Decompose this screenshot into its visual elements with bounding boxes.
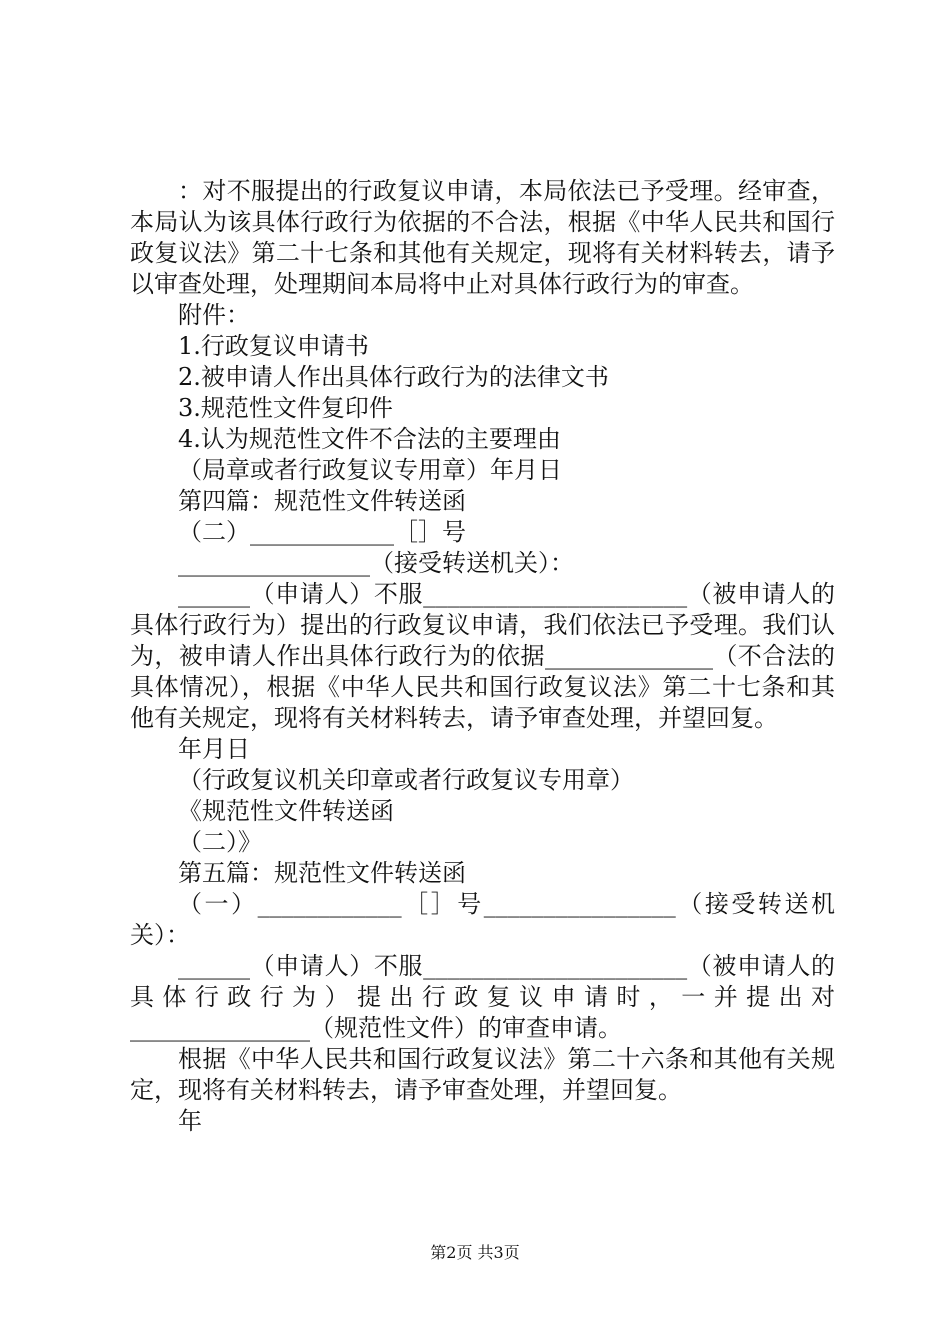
seal-and-date-line: （局章或者行政复议专用章）年月日 (178, 456, 562, 484)
paragraph-request-body: ______（申请人）不服______________________（被申请人的具体行政行为）提出行政复议申请时，一并提出对_______________（规范性文件）的审查申请。 (130, 952, 835, 1042)
number-and-recipient-line: （一）____________［］号________________（接受转送机关）： (130, 890, 835, 949)
attachment-item-3: 3.规范性文件复印件 (178, 394, 393, 422)
seal-line: （行政复议机关印章或者行政复议专用章） (178, 766, 634, 794)
paragraph-legal-basis: 根据《中华人民共和国行政复议法》第二十六条和其他有关规定，现将有关材料转去，请予审查处理，并望回复。 (130, 1045, 835, 1104)
section-heading-five: 第五篇：规范性文件转送函 (178, 859, 466, 887)
section-heading-four: 第四篇：规范性文件转送函 (178, 487, 466, 515)
date-line: 年月日 (178, 735, 250, 763)
attachments-heading: 附件： (178, 301, 250, 329)
title-quote-line: 《规范性文件转送函 (178, 797, 394, 825)
document-number-line: （二）____________［］号 (178, 518, 466, 546)
paragraph-referral-body: ______（申请人）不服______________________（被申请人的具体行政行为）提出的行政复议申请，我们依法已予受理。我们认为，被申请人作出具体行政行为的依据______________（不合法的具体情况），根据《中华人民共和国行政复议法》第二十七条和其他有关规定，现将有关材料转去，请予审查处理，并望回复。 (130, 580, 835, 732)
paragraph-notice-body: ：对不服提出的行政复议申请，本局依法已予受理。经审查，本局认为该具体行政行为依据的不合法，根据《中华人民共和国行政复议法》第二十七条和其他有关规定，现将有关材料转去，请予以审查处理，处理期间本局将中止对具体行政行为的审查。 (130, 177, 835, 298)
page-footer (0, 1243, 950, 1263)
title-quote-line-end: （二）》 (178, 828, 262, 856)
trailing-year-line: 年 (178, 1107, 202, 1135)
page-indicator: 第2页 共3页 (430, 1243, 520, 1262)
attachment-item-1: 1.行政复议申请书 (178, 332, 369, 360)
recipient-line: ________________（接受转送机关）： (178, 549, 574, 577)
document-body (130, 176, 835, 1137)
attachment-item-4: 4.认为规范性文件不合法的主要理由 (178, 425, 561, 453)
attachment-item-2: 2.被申请人作出具体行政行为的法律文书 (178, 363, 609, 391)
